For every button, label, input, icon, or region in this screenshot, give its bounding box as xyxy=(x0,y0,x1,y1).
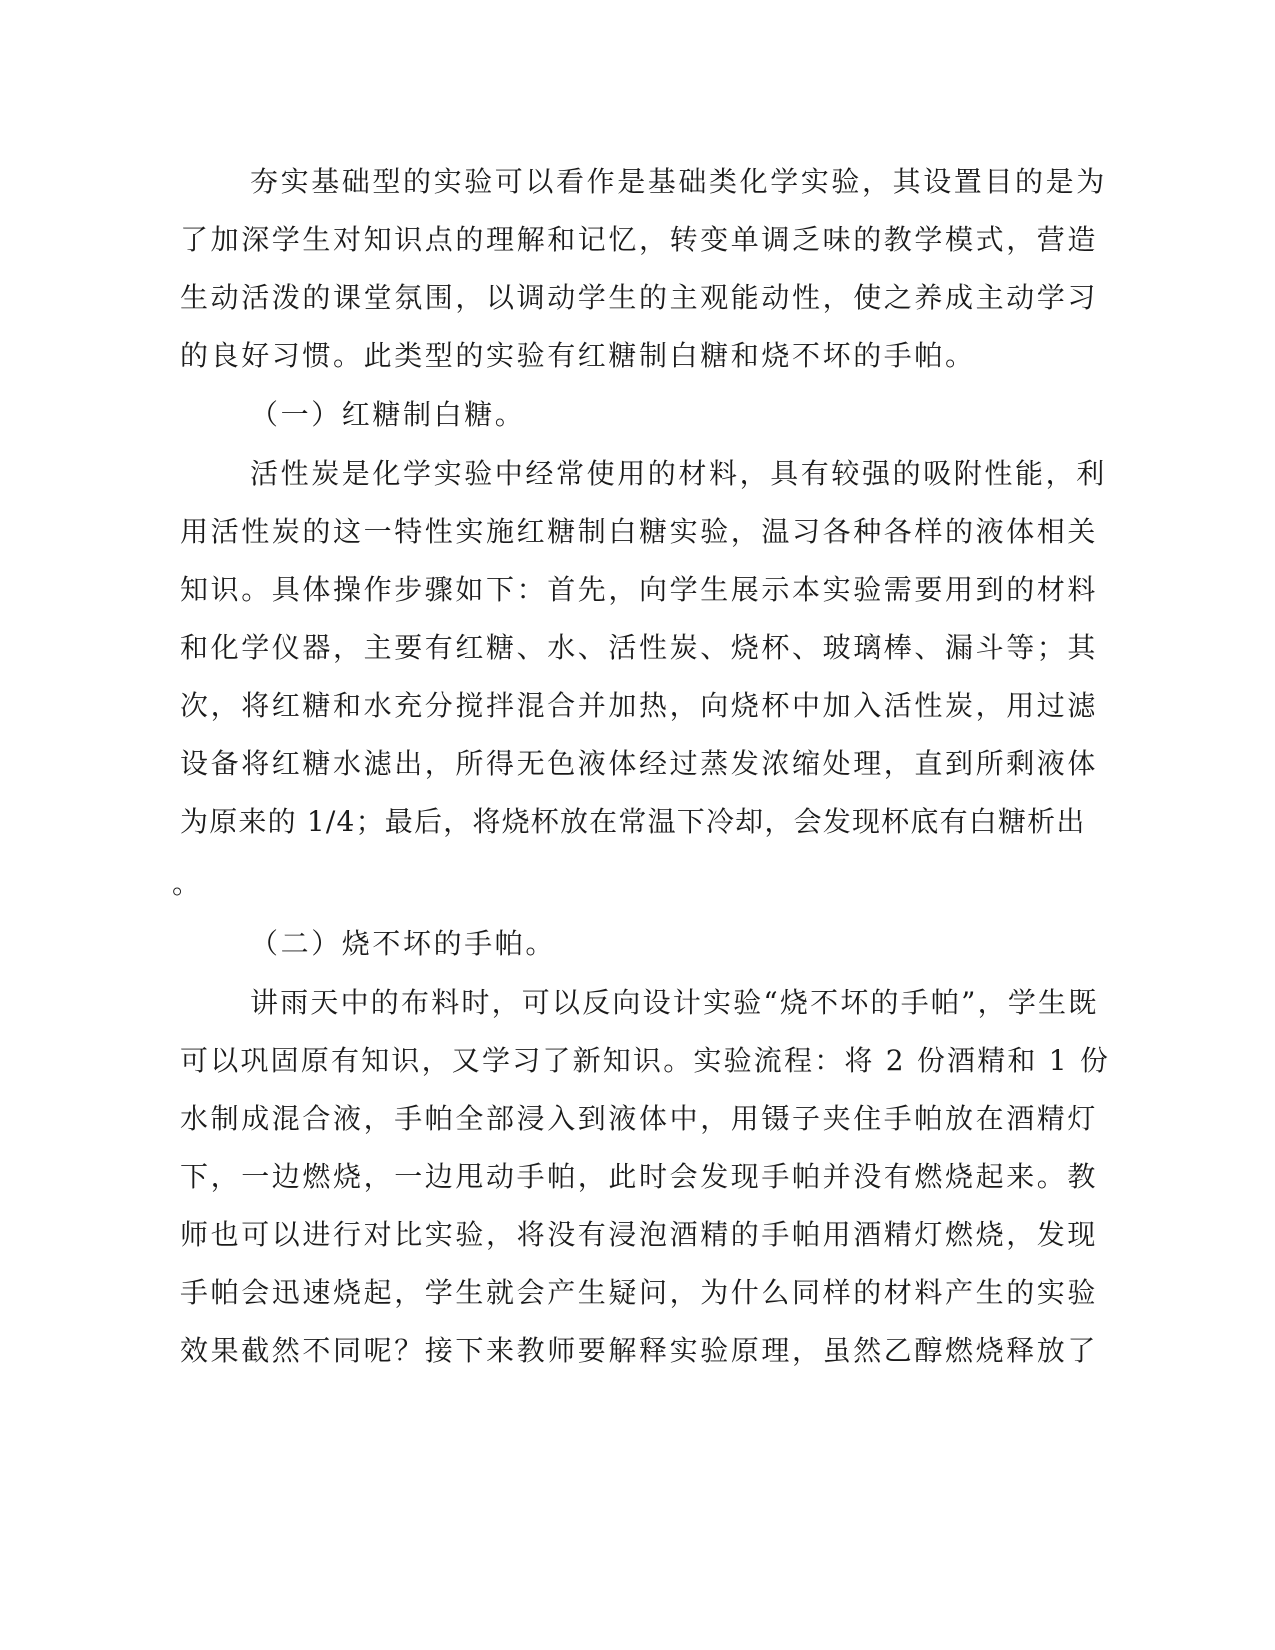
text-line: 。 xyxy=(172,867,201,900)
paragraph-3-line-4 xyxy=(0,1155,1275,1199)
text-line: 了加深学生对知识点的理解和记忆，转变单调乏味的教学模式，营造 xyxy=(180,223,1099,256)
text-line: 效果截然不同呢？接下来教师要解释实验原理，虽然乙醇燃烧释放了 xyxy=(180,1334,1099,1367)
text-line: 生动活泼的课堂氛围，以调动学生的主观能动性，使之养成主动学习 xyxy=(180,281,1099,314)
text-line: 活性炭是化学实验中经常使用的材料，具有较强的吸附性能，利 xyxy=(250,457,1107,490)
paragraph-3-line-2 xyxy=(0,1039,1275,1083)
text-line: 次，将红糖和水充分搅拌混合并加热，向烧杯中加入活性炭，用过滤 xyxy=(180,689,1099,722)
text-line: 用活性炭的这一特性实施红糖制白糖实验，温习各种各样的液体相关 xyxy=(180,515,1099,548)
text-line: 和化学仪器，主要有红糖、水、活性炭、烧杯、玻璃棒、漏斗等；其 xyxy=(180,631,1099,664)
paragraph-3-line-5 xyxy=(0,1213,1275,1257)
paragraph-2-line-2 xyxy=(0,510,1275,554)
paragraph-1-line-2 xyxy=(0,218,1275,262)
text-line: 可以巩固原有知识，又学习了新知识。实验流程：将 2 份酒精和 1 份 xyxy=(180,1044,1111,1077)
paragraph-2-line-6 xyxy=(0,742,1275,786)
paragraph-2-line-7 xyxy=(0,800,1275,844)
text-line: 下，一边燃烧，一边甩动手帕，此时会发现手帕并没有燃烧起来。教 xyxy=(180,1160,1099,1193)
section-heading-text: （一）红糖制白糖。 xyxy=(250,398,526,431)
text-line: 为原来的 1/4；最后，将烧杯放在常温下冷却，会发现杯底有白糖析出 xyxy=(180,805,1086,838)
text-line: 设备将红糖水滤出，所得无色液体经过蒸发浓缩处理，直到所剩液体 xyxy=(180,747,1099,780)
paragraph-3-line-6 xyxy=(0,1271,1275,1315)
text-line: 夯实基础型的实验可以看作是基础类化学实验，其设置目的是为 xyxy=(250,165,1107,198)
paragraph-2-line-1 xyxy=(0,452,1275,496)
text-line: 的良好习惯。此类型的实验有红糖制白糖和烧不坏的手帕。 xyxy=(180,339,976,372)
paragraph-3-line-7 xyxy=(0,1329,1275,1373)
paragraph-3-line-3 xyxy=(0,1097,1275,1141)
text-line: 水制成混合液，手帕全部浸入到液体中，用镊子夹住手帕放在酒精灯 xyxy=(180,1102,1099,1135)
paragraph-2-line-5 xyxy=(0,684,1275,728)
paragraph-1-line-4 xyxy=(0,334,1275,378)
section-heading-2 xyxy=(0,922,1275,966)
section-heading-text: （二）烧不坏的手帕。 xyxy=(250,927,557,960)
text-line: 师也可以进行对比实验，将没有浸泡酒精的手帕用酒精灯燃烧，发现 xyxy=(180,1218,1099,1251)
text-line: 手帕会迅速烧起，学生就会产生疑问，为什么同样的材料产生的实验 xyxy=(180,1276,1099,1309)
paragraph-1-line-3 xyxy=(0,276,1275,320)
text-line: 讲雨天中的布料时，可以反向设计实验“烧不坏的手帕”，学生既 xyxy=(250,986,1099,1019)
paragraph-1-line-1 xyxy=(0,160,1275,204)
paragraph-2-line-4 xyxy=(0,626,1275,670)
paragraph-2-line-3 xyxy=(0,568,1275,612)
paragraph-2-line-8 xyxy=(0,862,1275,906)
paragraph-3-line-1 xyxy=(0,981,1275,1025)
text-line: 知识。具体操作步骤如下：首先，向学生展示本实验需要用到的材料 xyxy=(180,573,1099,606)
section-heading-1 xyxy=(0,393,1275,437)
